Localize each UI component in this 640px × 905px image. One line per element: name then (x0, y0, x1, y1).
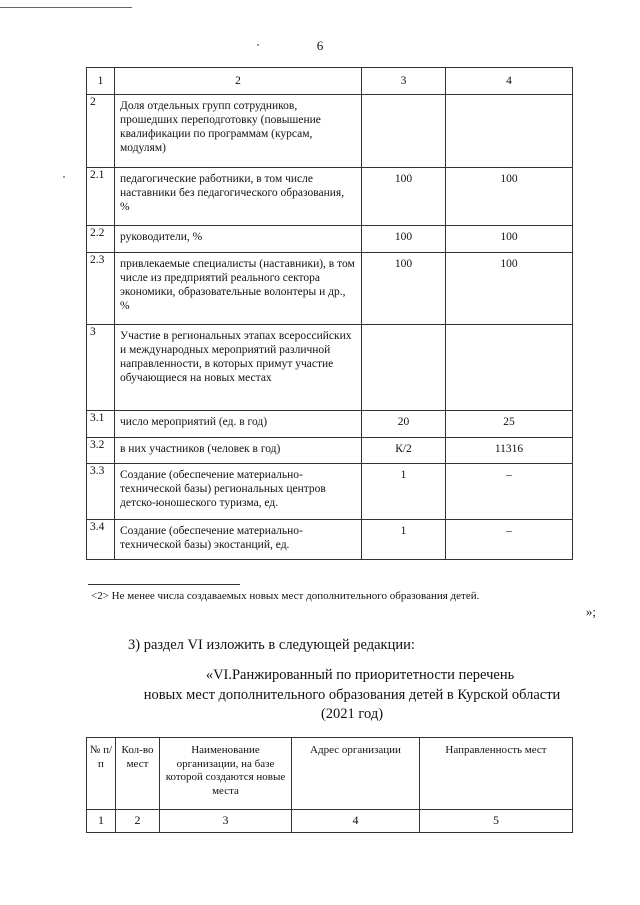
table-row (87, 520, 573, 560)
row-value-3: 1 (362, 464, 446, 520)
row-text: педагогические работники, в том числе наставники без педагогического образования, % (115, 168, 362, 226)
scan-speck (257, 44, 259, 46)
row-number: 3 (87, 325, 115, 411)
row-text: в них участников (человек в год) (115, 438, 362, 464)
row-text: Доля отдельных групп сотрудников, прошедших переподготовку (повышение квалификации по программам (курсам, модулям) (115, 95, 362, 168)
row-value-3 (362, 325, 446, 411)
top-rule (0, 7, 132, 8)
row-value-3 (362, 95, 446, 168)
table-row (87, 438, 573, 464)
table-row (87, 253, 573, 325)
row-value-3: К/2 (362, 438, 446, 464)
row-number: 2.1 (87, 168, 115, 226)
scan-speck (63, 176, 65, 178)
row-text: Создание (обеспечение материально-технической базы) экостанций, ед. (115, 520, 362, 560)
section-heading-line-1: «VI.Ранжированный по приоритетности перечень (205, 667, 515, 683)
header-cell: Кол-во мест (116, 738, 160, 810)
row-value-4: – (446, 520, 573, 560)
row-value-4: 100 (446, 253, 573, 325)
header-cell: 4 (446, 68, 573, 95)
column-number: 3 (160, 810, 292, 833)
header-cell: 1 (87, 68, 115, 95)
footnote-separator (88, 584, 240, 585)
row-value-3: 20 (362, 411, 446, 438)
row-number: 2 (87, 95, 115, 168)
column-number: 5 (420, 810, 573, 833)
row-value-4: 11316 (446, 438, 573, 464)
table-row (87, 95, 573, 168)
header-cell: Направленность мест (420, 738, 573, 810)
row-value-4: 25 (446, 411, 573, 438)
row-text: число мероприятий (ед. в год) (115, 411, 362, 438)
row-value-4: 100 (446, 226, 573, 253)
footnote: <2> Не менее числа создаваемых новых мест дополнительного образования детей. (91, 590, 480, 602)
page-number: 6 (316, 38, 324, 53)
row-value-4: 100 (446, 168, 573, 226)
table-row (87, 411, 573, 438)
row-number: 2.3 (87, 253, 115, 325)
column-number: 1 (87, 810, 116, 833)
row-value-3: 100 (362, 168, 446, 226)
header-cell: Наименование организации, на базе которой создаются новые места (160, 738, 292, 810)
header-cell: Адрес организации (292, 738, 420, 810)
section-heading-line-3: (2021 год) (320, 706, 384, 722)
table-row (87, 226, 573, 253)
row-text: привлекаемые специалисты (наставники), в том числе из предприятий реального сектора экономики, образовательные волонтеры и др., % (115, 253, 362, 325)
row-text: руководители, % (115, 226, 362, 253)
row-number: 3.4 (87, 520, 115, 560)
indicators-table (86, 67, 573, 560)
section-instruction: 3) раздел VI изложить в следующей редакции: (128, 637, 415, 653)
row-number: 3.3 (87, 464, 115, 520)
column-number: 4 (292, 810, 420, 833)
row-text: Создание (обеспечение материально-технической базы) региональных центров детско-юношеского туризма, ед. (115, 464, 362, 520)
row-number: 3.2 (87, 438, 115, 464)
table-row (87, 325, 573, 411)
row-text: Участие в региональных этапах всероссийских и международных мероприятий различной направленности, в которых примут участие обучающиеся на новых местах (115, 325, 362, 411)
row-value-3: 100 (362, 226, 446, 253)
section-heading-line-2: новых мест дополнительного образования детей в Курской области (143, 687, 561, 703)
row-number: 2.2 (87, 226, 115, 253)
row-value-4 (446, 95, 573, 168)
header-cell: 3 (362, 68, 446, 95)
closing-quote: »; (585, 604, 596, 619)
table-header-row (87, 738, 573, 810)
table-row (87, 168, 573, 226)
column-number: 2 (116, 810, 160, 833)
row-value-3: 1 (362, 520, 446, 560)
row-number: 3.1 (87, 411, 115, 438)
row-value-4 (446, 325, 573, 411)
row-value-3: 100 (362, 253, 446, 325)
new-places-table (86, 737, 573, 833)
row-value-4: – (446, 464, 573, 520)
table-row (87, 464, 573, 520)
header-cell: № п/п (87, 738, 116, 810)
table-header-row (87, 68, 573, 95)
header-cell: 2 (115, 68, 362, 95)
column-numbers-row (87, 810, 573, 833)
